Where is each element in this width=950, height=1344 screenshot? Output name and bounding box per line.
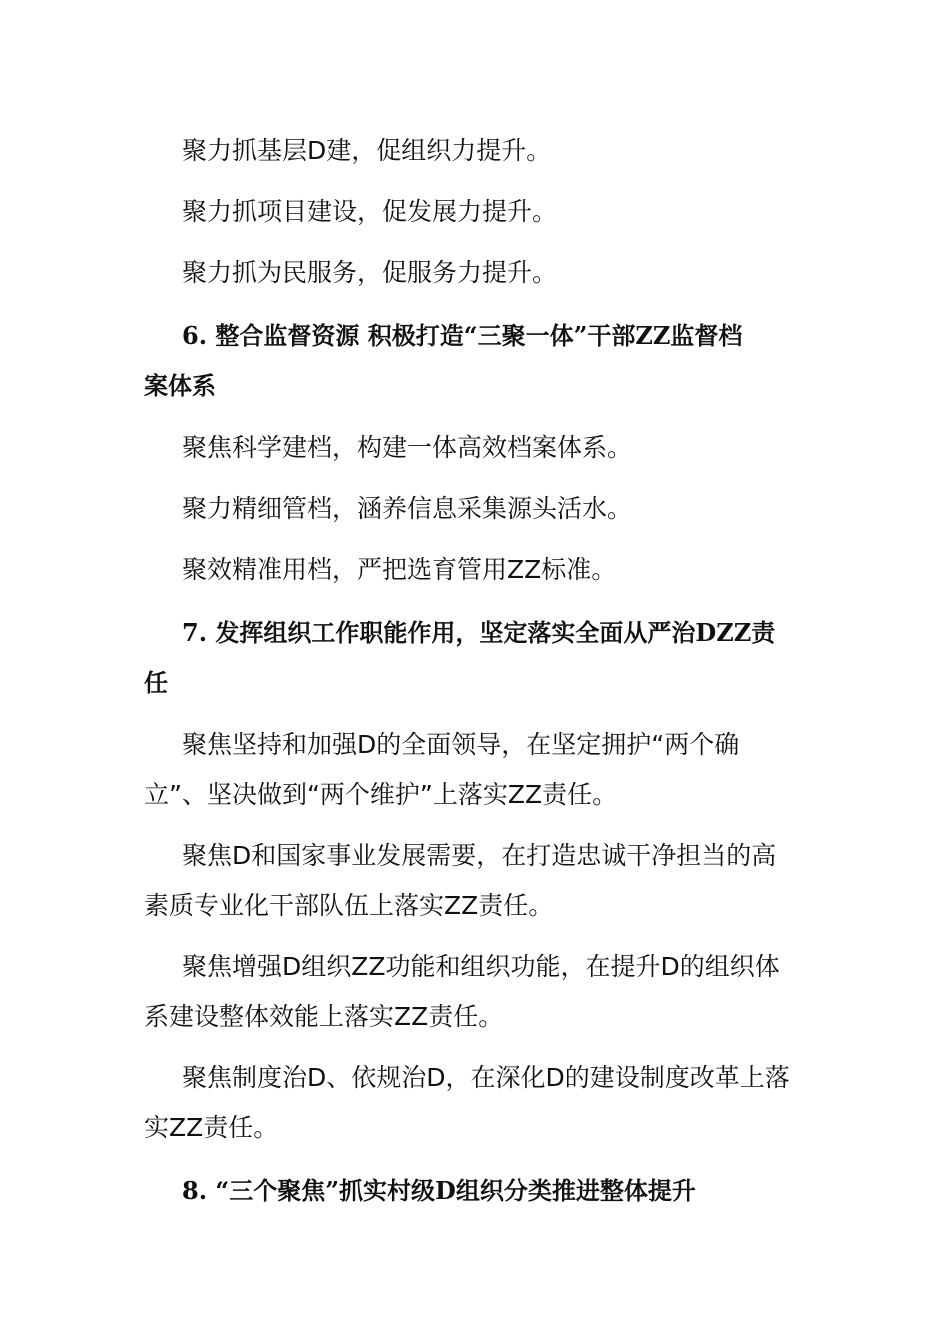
paragraph-line: 聚力精细管档，涵养信息采集源头活水。: [182, 494, 633, 523]
paragraph-line: 聚力抓为民服务，促服务力提升。: [182, 258, 558, 287]
paragraph-line-continued: 立”、坚决做到“两个维护”上落实ZZ责任。: [144, 780, 618, 809]
paragraph-line-continued: 实ZZ责任。: [144, 1113, 279, 1142]
section-heading-7: 7. 发挥组织工作职能作用，坚定落实全面从严治DZZ责: [182, 618, 776, 647]
section-heading-8: 8. “三个聚焦”抓实村级D组织分类推进整体提升: [182, 1176, 696, 1205]
paragraph-line-continued: 系建设整体效能上落实ZZ责任。: [144, 1002, 504, 1031]
paragraph-line: 聚力抓项目建设，促发展力提升。: [182, 197, 558, 226]
paragraph-line: 聚焦增强D组织ZZ功能和组织功能，在提升D的组织体: [182, 952, 780, 981]
paragraph-line: 聚焦坚持和加强D的全面领导，在坚定拥护“两个确: [182, 730, 740, 759]
paragraph-line: 聚焦制度治D、依规治D，在深化D的建设制度改革上落: [182, 1063, 790, 1092]
section-heading-6-continued: 案体系: [144, 371, 216, 400]
section-heading-6: 6. 整合监督资源 积极打造“三聚一体”干部ZZ监督档: [182, 321, 743, 350]
paragraph-line-continued: 素质专业化干部队伍上落实ZZ责任。: [144, 891, 554, 920]
section-heading-7-continued: 任: [144, 668, 168, 697]
paragraph-line: 聚力抓基层D建，促组织力提升。: [182, 136, 552, 165]
paragraph-line: 聚效精准用档，严把选育管用ZZ标准。: [182, 555, 617, 584]
paragraph-line: 聚焦D和国家事业发展需要，在打造忠诚干净担当的高: [182, 841, 777, 870]
paragraph-line: 聚焦科学建档，构建一体高效档案体系。: [182, 433, 633, 462]
